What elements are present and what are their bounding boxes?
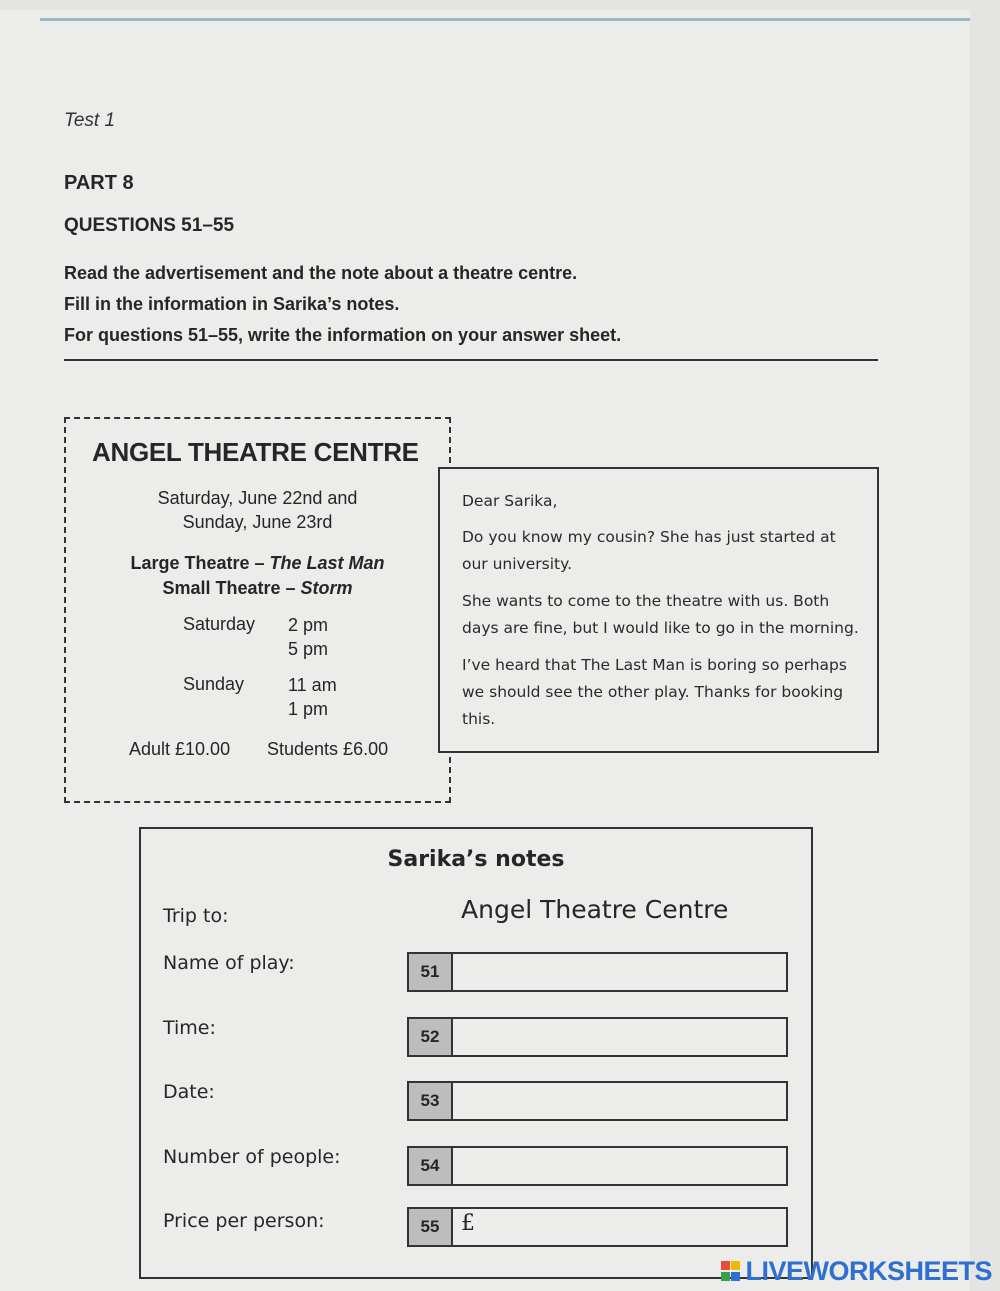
small-theatre-play: Storm xyxy=(300,578,353,598)
notes-title: Sarika’s notes xyxy=(387,847,565,872)
question-number-54: 54 xyxy=(409,1148,453,1184)
small-theatre-line xyxy=(66,578,449,599)
question-number-52: 52 xyxy=(409,1019,453,1055)
pound-sign: £ xyxy=(461,1211,475,1236)
advert-date-line-1: Saturday, June 22nd and xyxy=(157,488,358,508)
note-para2-line1: She wants to come to the theatre with us. Both xyxy=(462,592,830,610)
note-para3-line3: this. xyxy=(462,710,496,728)
note-para3-line2: we should see the other play. Thanks for booking xyxy=(462,683,844,701)
sunday-label: Sunday xyxy=(183,674,245,694)
trip-label: Trip to: xyxy=(163,905,229,927)
part-heading: PART 8 xyxy=(64,172,134,194)
top-edge-line xyxy=(40,18,970,21)
instruction-line-2: Fill in the information in Sarika’s notes. xyxy=(64,294,400,314)
saturday-label: Saturday xyxy=(183,614,256,634)
question-number-55: 55 xyxy=(409,1209,453,1245)
note-para3-line1: I’ve heard that The Last Man is boring so perhaps xyxy=(462,656,847,674)
note-greeting: Dear Sarika, xyxy=(462,492,558,510)
note-para2-line2: days are fine, but I would like to go in the morning. xyxy=(462,619,859,637)
friend-note xyxy=(438,467,879,753)
saturday-time-2: 5 pm xyxy=(288,639,329,659)
large-theatre-line xyxy=(66,553,449,574)
advert-date-line-2: Sunday, June 23rd xyxy=(182,512,333,532)
advert-title: ANGEL THEATRE CENTRE xyxy=(92,437,419,467)
field-label-54: Number of people: xyxy=(163,1146,341,1168)
field-label-53: Date: xyxy=(163,1081,215,1103)
liveworksheets-brand: LIVEWORKSHEETS xyxy=(745,1256,992,1286)
small-theatre-label: Small Theatre – xyxy=(162,578,301,598)
answer-box-53[interactable] xyxy=(407,1081,788,1121)
answer-box-51[interactable] xyxy=(407,952,788,992)
note-para1-line1: Do you know my cousin? She has just started at xyxy=(462,528,836,546)
worksheet-page xyxy=(0,10,970,1291)
question-number-51: 51 xyxy=(409,954,453,990)
field-label-55: Price per person: xyxy=(163,1210,325,1232)
answer-box-52[interactable] xyxy=(407,1017,788,1057)
trip-value: Angel Theatre Centre xyxy=(461,895,729,924)
field-label-51: Name of play: xyxy=(163,952,295,974)
large-theatre-play: The Last Man xyxy=(269,553,385,573)
saturday-time-1: 2 pm xyxy=(288,615,329,635)
questions-heading: QUESTIONS 51–55 xyxy=(64,215,235,236)
theatre-advertisement xyxy=(64,417,451,803)
note-para1-line2: our university. xyxy=(462,555,572,573)
adult-price: Adult £10.00 xyxy=(129,739,231,759)
test-label: Test 1 xyxy=(64,110,116,131)
student-price: Students £6.00 xyxy=(267,739,389,759)
instruction-line-3: For questions 51–55, write the information on your answer sheet. xyxy=(64,325,622,345)
question-number-53: 53 xyxy=(409,1083,453,1119)
liveworksheets-logo-icon xyxy=(721,1261,741,1283)
liveworksheets-watermark xyxy=(721,1256,992,1287)
sunday-time-2: 1 pm xyxy=(288,699,329,719)
divider-rule xyxy=(64,359,878,361)
sunday-time-1: 11 am xyxy=(288,675,337,695)
instruction-line-1: Read the advertisement and the note about a theatre centre. xyxy=(64,263,578,283)
large-theatre-label: Large Theatre – xyxy=(130,553,270,573)
answer-box-54[interactable] xyxy=(407,1146,788,1186)
sarika-notes-form xyxy=(139,827,813,1279)
field-label-52: Time: xyxy=(163,1017,216,1039)
answer-box-55[interactable] xyxy=(407,1207,788,1247)
